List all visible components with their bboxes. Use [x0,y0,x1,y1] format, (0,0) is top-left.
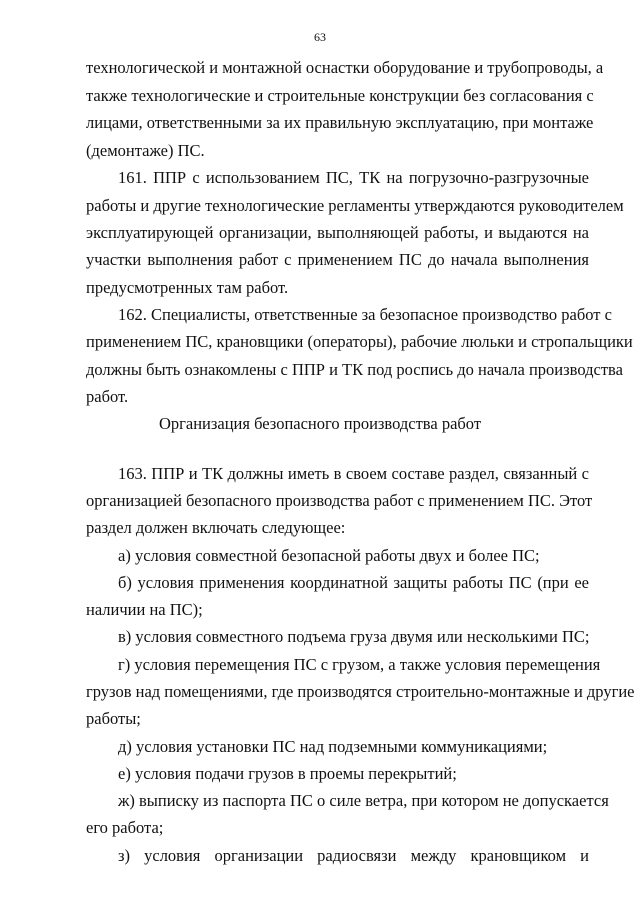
text-line: предусмотренных там работ. [86,278,289,297]
list-item-a: а) условия совместной безопасной работы двух и более ПС; [118,546,540,565]
text-line: (демонтаже) ПС. [86,141,205,160]
text-line: наличии на ПС); [86,600,203,619]
section-heading: Организация безопасного производства работ [158,414,482,433]
text-line: раздел должен включать следующее: [86,518,346,537]
paragraph-162-first-line: 162. Специалисты, ответственные за безопасное производство работ с [118,305,612,324]
list-item-e: е) условия подачи грузов в проемы перекрытий; [118,764,457,783]
list-item-v: в) условия совместного подъема груза двумя или несколькими ПС; [118,627,590,646]
list-item-b: б) условия применения координатной защиты работы ПС (при ее [118,573,589,592]
paragraph-161-first-line: 161. ППР с использованием ПС, ТК на погрузочно-разгрузочные [118,168,589,187]
text-line: организацией безопасного производства работ с применением ПС. Этот [86,491,593,510]
text-line: работ. [86,387,129,406]
list-item-zh: ж) выписку из паспорта ПС о силе ветра, при котором не допускается [118,791,609,810]
text-line: работы; [86,709,141,728]
list-item-z: з) условия организации радиосвязи между крановщиком и [118,846,589,865]
text-line: также технологические и строительные конструкции без согласования с [86,86,594,105]
page-number: 63 [314,30,326,44]
list-item-d: д) условия установки ПС над подземными коммуникациями; [118,737,548,756]
text-line: должны быть ознакомлены с ППР и ТК под роспись до начала производства [86,360,623,379]
text-line: его работа; [86,818,164,837]
paragraph-163-first-line: 163. ППР и ТК должны иметь в своем составе раздел, связанный с [118,464,589,483]
text-line: технологической и монтажной оснастки оборудование и трубопроводы, а [86,58,604,77]
text-line: участки выполнения работ с применением ПС до начала выполнения [86,250,589,269]
text-line: грузов над помещениями, где производятся строительно-монтажные и другие [86,682,635,701]
text-line: применением ПС, крановщики (операторы), рабочие люльки и стропальщики [86,332,633,351]
list-item-g: г) условия перемещения ПС с грузом, а также условия перемещения [118,655,601,674]
text-line: лицами, ответственными за их правильную эксплуатацию, при монтаже [86,113,594,132]
text-line: работы и другие технологические регламенты утверждаются руководителем [86,196,624,215]
text-line: эксплуатирующей организации, выполняющей работы, и выдаются на [86,223,589,242]
